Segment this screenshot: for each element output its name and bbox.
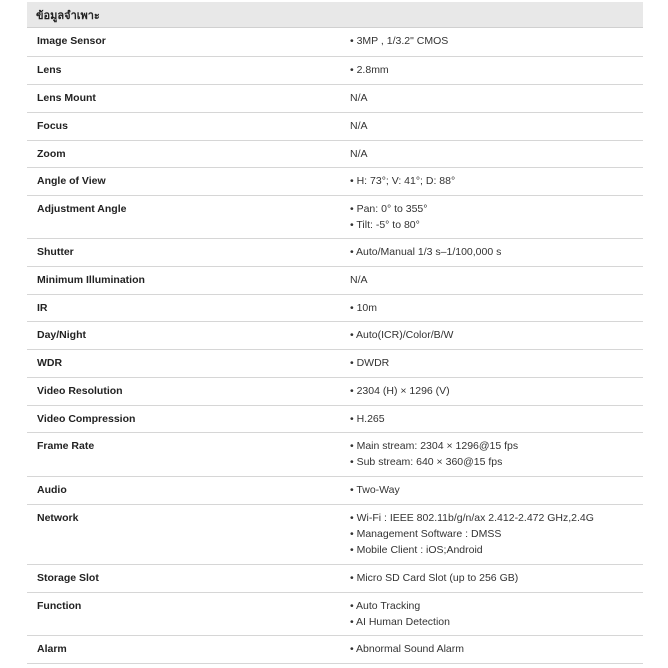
spec-value-line: • 10m bbox=[350, 301, 378, 314]
spec-value-line: • Sub stream: 640 × 360@15 fps bbox=[350, 455, 503, 468]
spec-label: Frame Rate bbox=[27, 432, 350, 476]
spec-value-line: • H: 73°; V: 41°; D: 88° bbox=[350, 174, 456, 187]
spec-value-line: • Two-Way bbox=[350, 483, 400, 496]
spec-table-header bbox=[27, 2, 643, 28]
spec-label: Angle of View bbox=[27, 167, 350, 195]
spec-value-line: • Wi-Fi : IEEE 802.11b/g/n/ax 2.412-2.472 GHz,2.4G bbox=[350, 511, 594, 524]
spec-value-cell bbox=[350, 56, 643, 84]
spec-value-cell bbox=[350, 195, 643, 238]
spec-value-line: • Management Software : DMSS bbox=[350, 527, 502, 540]
spec-row bbox=[27, 167, 643, 195]
spec-value-cell bbox=[350, 238, 643, 266]
spec-row bbox=[27, 405, 643, 432]
spec-value-cell bbox=[350, 84, 643, 112]
spec-value-line: • Mobile Client : iOS;Android bbox=[350, 543, 483, 556]
spec-value-cell bbox=[350, 266, 643, 294]
spec-value-cell bbox=[350, 405, 643, 432]
spec-row bbox=[27, 266, 643, 294]
spec-value-line: • 2.8mm bbox=[350, 63, 389, 76]
spec-value-cell bbox=[350, 504, 643, 564]
spec-label: Zoom bbox=[27, 140, 350, 167]
spec-value-line: N/A bbox=[350, 147, 368, 160]
spec-row bbox=[27, 432, 643, 476]
spec-value-line: • Auto Tracking bbox=[350, 599, 421, 612]
spec-label: IR bbox=[27, 294, 350, 321]
spec-row bbox=[27, 84, 643, 112]
spec-label: Alarm bbox=[27, 635, 350, 663]
spec-value-cell bbox=[350, 377, 643, 405]
spec-label: Focus bbox=[27, 112, 350, 140]
spec-label: Function bbox=[27, 592, 350, 635]
spec-value-cell bbox=[350, 635, 643, 663]
spec-row bbox=[27, 592, 643, 635]
spec-label: Shutter bbox=[27, 238, 350, 266]
spec-value-line: • Tilt: -5° to 80° bbox=[350, 218, 420, 231]
spec-label: Lens bbox=[27, 56, 350, 84]
spec-label: Minimum Illumination bbox=[27, 266, 350, 294]
spec-value-cell bbox=[350, 432, 643, 476]
spec-label: Audio bbox=[27, 476, 350, 504]
spec-row bbox=[27, 195, 643, 238]
spec-value-cell bbox=[350, 28, 643, 56]
spec-label: WDR bbox=[27, 349, 350, 377]
spec-table-container bbox=[27, 2, 643, 664]
spec-row bbox=[27, 112, 643, 140]
spec-row bbox=[27, 564, 643, 592]
spec-label: Storage Slot bbox=[27, 564, 350, 592]
spec-value-cell bbox=[350, 349, 643, 377]
spec-value-line: • H.265 bbox=[350, 412, 385, 425]
spec-label: Lens Mount bbox=[27, 84, 350, 112]
spec-value-line: • Auto(ICR)/Color/B/W bbox=[350, 328, 454, 341]
spec-value-line: • Abnormal Sound Alarm bbox=[350, 642, 464, 655]
spec-row bbox=[27, 294, 643, 321]
spec-value-cell bbox=[350, 592, 643, 635]
spec-label: Image Sensor bbox=[27, 28, 350, 56]
spec-value-line: • 3MP , 1/3.2" CMOS bbox=[350, 35, 449, 47]
spec-row bbox=[27, 28, 643, 56]
spec-value-line: • Micro SD Card Slot (up to 256 GB) bbox=[350, 571, 519, 584]
spec-row bbox=[27, 635, 643, 663]
spec-value-cell bbox=[350, 476, 643, 504]
spec-value-line: • 2304 (H) × 1296 (V) bbox=[350, 384, 450, 397]
spec-table-body bbox=[27, 28, 643, 663]
spec-value-cell bbox=[350, 321, 643, 349]
spec-label: Video Compression bbox=[27, 405, 350, 432]
spec-value-cell bbox=[350, 167, 643, 195]
spec-value-line: • AI Human Detection bbox=[350, 615, 450, 628]
spec-row bbox=[27, 349, 643, 377]
spec-value-line: • Pan: 0° to 355° bbox=[350, 202, 428, 215]
spec-value-cell bbox=[350, 140, 643, 167]
spec-row bbox=[27, 56, 643, 84]
spec-value-line: N/A bbox=[350, 273, 368, 286]
spec-value-cell bbox=[350, 564, 643, 592]
spec-value-line: • DWDR bbox=[350, 356, 390, 369]
spec-value-cell bbox=[350, 112, 643, 140]
spec-value-cell bbox=[350, 294, 643, 321]
spec-row bbox=[27, 377, 643, 405]
spec-row bbox=[27, 476, 643, 504]
spec-row bbox=[27, 140, 643, 167]
spec-label: Adjustment Angle bbox=[27, 195, 350, 238]
spec-value-line: N/A bbox=[350, 119, 368, 132]
spec-value-line: • Auto/Manual 1/3 s–1/100,000 s bbox=[350, 245, 502, 258]
spec-label: Day/Night bbox=[27, 321, 350, 349]
spec-label: Network bbox=[27, 504, 350, 564]
spec-row bbox=[27, 238, 643, 266]
spec-row bbox=[27, 504, 643, 564]
spec-row bbox=[27, 321, 643, 349]
spec-value-line: • Main stream: 2304 × 1296@15 fps bbox=[350, 439, 519, 452]
spec-label: Video Resolution bbox=[27, 377, 350, 405]
spec-table-title: ข้อมูลจำเพาะ bbox=[36, 9, 100, 22]
spec-table bbox=[27, 28, 643, 664]
spec-value-line: N/A bbox=[350, 91, 368, 104]
